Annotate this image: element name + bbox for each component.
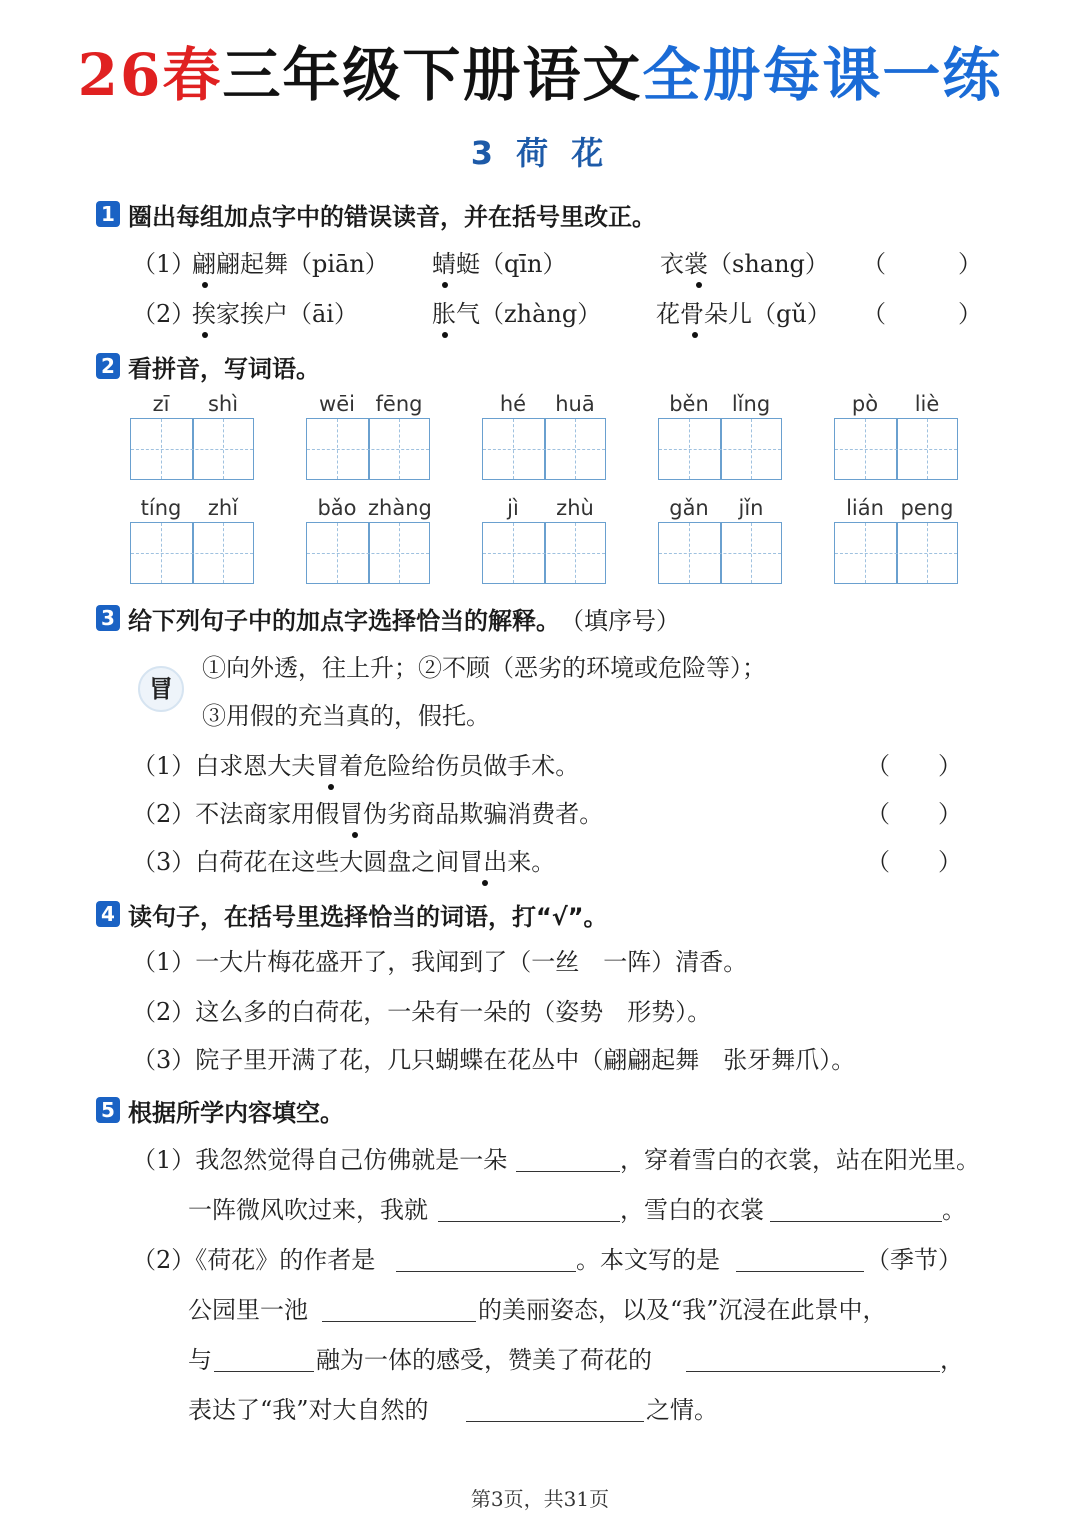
section-number: 1 (96, 201, 120, 227)
emphasis-dot (202, 282, 208, 288)
writing-grid[interactable] (130, 418, 254, 480)
grid-guide-line (131, 449, 253, 450)
section-number: 2 (96, 353, 120, 379)
target-character: 冒 (138, 666, 184, 712)
fill-blank[interactable] (322, 1320, 476, 1322)
banner-year: 26春 (77, 41, 223, 109)
pinyin-label: tíng (140, 496, 182, 520)
emphasis-dot (482, 880, 488, 886)
s4-question-3: （3）院子里开满了花，几只蝴蝶在花丛中（翩翩起舞 张牙舞爪）。 (132, 1046, 856, 1074)
grid-guide-line (689, 523, 690, 583)
q2-item-a: 挨家挨户（āi） (192, 300, 358, 328)
section-number: 4 (96, 901, 120, 927)
pinyin-label: fēng (375, 392, 423, 416)
pinyin-label: huā (555, 392, 595, 416)
definition-line-2: ③用假的充当真的，假托。 (202, 702, 490, 730)
grid-guide-line (865, 523, 866, 583)
section-title: 看拼音，写词语。 (128, 354, 320, 383)
pinyin-label: zhǐ (207, 496, 239, 520)
banner-series: 全册每课一练 (642, 41, 1003, 109)
fill-line-2-mid: ，雪白的衣裳 (620, 1196, 764, 1224)
grid-guide-line (399, 523, 400, 583)
grid-guide-line (659, 553, 781, 554)
answer-bracket[interactable]: （ ） (866, 800, 962, 828)
fill-blank[interactable] (516, 1170, 620, 1172)
writing-grid[interactable] (658, 418, 782, 480)
q1-item-a: 翩翩起舞（piān） (192, 250, 389, 278)
grid-guide-line (337, 419, 338, 479)
section-number: 3 (96, 605, 120, 631)
grid-guide-line (161, 419, 162, 479)
grid-guide-line (131, 553, 253, 554)
pinyin-label: jì (507, 496, 519, 520)
emphasis-dot (692, 332, 698, 338)
pinyin-label: shì (207, 392, 239, 416)
section-3-header (96, 602, 680, 634)
writing-grid[interactable] (834, 522, 958, 584)
grid-guide-line (835, 449, 957, 450)
definition-line-1: ①向外透，往上升；②不顾（恶劣的环境或危险等）； (202, 654, 766, 682)
banner-grade: 三年级下册语文 (222, 41, 643, 109)
grid-guide-line (161, 523, 162, 583)
pinyin-label: liè (914, 392, 940, 416)
writing-grid[interactable] (482, 522, 606, 584)
emphasis-dot (328, 784, 334, 790)
grid-guide-line (399, 419, 400, 479)
section-title: 读句子，在括号里选择恰当的词语，打“√”。 (128, 902, 608, 931)
section-title: 根据所学内容填空。 (128, 1098, 344, 1127)
grid-guide-line (513, 523, 514, 583)
pinyin-label: peng (900, 496, 954, 520)
pinyin-label: hé (499, 392, 527, 416)
page-banner (0, 40, 1080, 110)
fill-line-2-start: 一阵微风吹过来，我就 (188, 1196, 428, 1224)
section-note: （填序号） (560, 606, 680, 635)
section-4-header (96, 898, 608, 930)
q2-label: （2） (132, 300, 196, 328)
grid-guide-line (689, 419, 690, 479)
fill-line-6-end: 之情。 (646, 1396, 718, 1424)
grid-guide-line (927, 523, 928, 583)
s3-question-1: （1）白求恩大夫冒着危险给伤员做手术。 (132, 752, 580, 780)
answer-bracket[interactable]: （ ） (862, 300, 982, 328)
grid-guide-line (337, 523, 338, 583)
section-5-header (96, 1094, 344, 1126)
fill-blank[interactable] (466, 1420, 644, 1422)
answer-bracket[interactable]: （ ） (862, 250, 982, 278)
grid-guide-line (483, 553, 605, 554)
grid-guide-line (751, 419, 752, 479)
emphasis-dot (352, 832, 358, 838)
pinyin-label: zhù (556, 496, 594, 520)
grid-guide-line (575, 419, 576, 479)
pinyin-label: běn (669, 392, 709, 416)
s3-question-3: （3）白荷花在这些大圆盘之间冒出来。 (132, 848, 556, 876)
s3-question-2: （2）不法商家用假冒伪劣商品欺骗消费者。 (132, 800, 604, 828)
writing-grid[interactable] (834, 418, 958, 480)
page-footer: 第3页，共31页 (470, 1487, 610, 1511)
fill-line-6-start: 表达了“我”对大自然的 (188, 1396, 429, 1424)
q1-item-b: 蜻蜓（qīn） (432, 250, 567, 278)
fill-line-4-start: 公园里一池 (188, 1296, 308, 1324)
emphasis-dot (442, 282, 448, 288)
fill-line-2-end: 。 (942, 1196, 966, 1224)
fill-blank[interactable] (438, 1220, 620, 1222)
pinyin-label: zī (152, 392, 170, 416)
pinyin-label: jǐn (738, 496, 764, 520)
grid-guide-line (835, 553, 957, 554)
q1-label: （1） (132, 250, 196, 278)
fill-line-3-start: （2）《荷花》的作者是 (132, 1246, 376, 1274)
writing-grid[interactable] (306, 522, 430, 584)
writing-grid[interactable] (130, 522, 254, 584)
grid-guide-line (927, 419, 928, 479)
grid-guide-line (223, 419, 224, 479)
fill-line-5-end: ， (940, 1346, 964, 1374)
fill-line-4-end: 的美丽姿态，以及“我”沉浸在此景中， (478, 1296, 887, 1324)
fill-line-3-mid: 。本文写的是 (576, 1246, 720, 1274)
pinyin-label: gǎn (669, 496, 709, 520)
pinyin-label: pò (851, 392, 879, 416)
pinyin-label: wēi (319, 392, 355, 416)
fill-blank[interactable] (686, 1370, 940, 1372)
q2-item-c: 花骨朵儿（gǔ） (656, 300, 831, 328)
lesson-title: 3 荷 花 (470, 134, 610, 172)
section-1-header (96, 198, 656, 230)
pinyin-label: zhàng (368, 496, 432, 520)
grid-guide-line (865, 419, 866, 479)
emphasis-dot (696, 282, 702, 288)
answer-bracket[interactable]: （ ） (866, 848, 962, 876)
fill-line-3-end: （季节） (866, 1246, 962, 1274)
pinyin-label: lǐng (731, 392, 771, 416)
grid-guide-line (223, 523, 224, 583)
writing-grid[interactable] (306, 418, 430, 480)
grid-guide-line (575, 523, 576, 583)
fill-line-1-end: ，穿着雪白的衣裳，站在阳光里。 (620, 1146, 980, 1174)
pinyin-label: lián (846, 496, 884, 520)
grid-guide-line (307, 553, 429, 554)
fill-line-1-start: （1）我忽然觉得自己仿佛就是一朵 (132, 1146, 508, 1174)
emphasis-dot (442, 332, 448, 338)
fill-blank[interactable] (396, 1270, 576, 1272)
section-number: 5 (96, 1097, 120, 1123)
writing-grid[interactable] (658, 522, 782, 584)
fill-line-5-mid: 融为一体的感受，赞美了荷花的 (316, 1346, 652, 1374)
fill-blank[interactable] (214, 1370, 314, 1372)
grid-guide-line (751, 523, 752, 583)
grid-guide-line (659, 449, 781, 450)
grid-guide-line (483, 449, 605, 450)
fill-line-5-start: 与 (188, 1346, 212, 1374)
q2-item-b: 胀气（zhàng） (432, 300, 602, 328)
s4-question-2: （2）这么多的白荷花，一朵有一朵的（姿势 形势）。 (132, 998, 712, 1026)
fill-blank[interactable] (736, 1270, 864, 1272)
section-2-header (96, 350, 320, 382)
grid-guide-line (513, 419, 514, 479)
answer-bracket[interactable]: （ ） (866, 752, 962, 780)
fill-blank[interactable] (770, 1220, 942, 1222)
emphasis-dot (202, 332, 208, 338)
writing-grid[interactable] (482, 418, 606, 480)
pinyin-label: bǎo (317, 496, 357, 520)
s4-question-1: （1）一大片梅花盛开了，我闻到了（一丝 一阵）清香。 (132, 948, 748, 976)
grid-guide-line (307, 449, 429, 450)
section-title: 圈出每组加点字中的错误读音，并在括号里改正。 (128, 202, 656, 231)
section-title: 给下列句子中的加点字选择恰当的解释。 (128, 606, 560, 635)
q1-item-c: 衣裳（shang） (660, 250, 829, 278)
